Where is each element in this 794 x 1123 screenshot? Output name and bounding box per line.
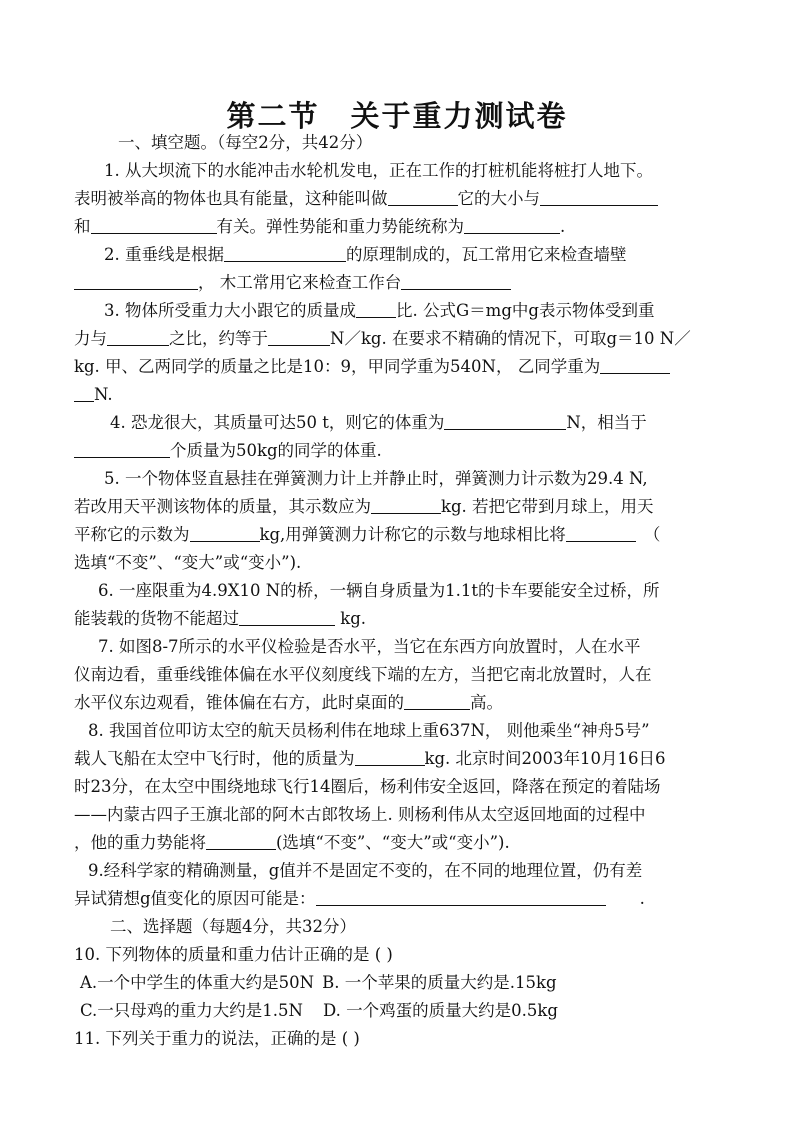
question-5-line-2: 若改用天平测该物体的质量，其示数应为 kg. 若把它带到月球上，用天 bbox=[74, 497, 654, 516]
question-5-line-1: 5. 一个物体竖直悬挂在弹簧测力计上并静止时，弹簧测力计示数为29.4 N, bbox=[104, 469, 648, 488]
question-3-line-1: 3. 物体所受重力大小跟它的质量成 比. 公式G＝mg中g表示物体受到重 bbox=[104, 301, 655, 320]
answer-blank[interactable] bbox=[540, 189, 658, 206]
question-4-line-1: 4. 恐龙很大，其质量可达50 t，则它的体重为 N，相当于 bbox=[110, 413, 647, 432]
answer-blank[interactable] bbox=[401, 273, 511, 290]
question-8-line-2: 载人飞船在太空中飞行时，他的质量为 kg. 北京时间2003年10月16日6 bbox=[74, 749, 666, 768]
question-9-line-2: 异试猜想g值变化的原因可能是： . bbox=[74, 889, 645, 908]
question-5-line-3: 平称它的示数为 kg,用弹簧测力计称它的示数与地球相比将 （ bbox=[74, 525, 661, 544]
question-10-options-row-2 bbox=[80, 1000, 740, 1022]
question-3-line-2: 力与 之比，约等于 N／kg. 在要求不精确的情况下，可取g＝10 N／ bbox=[74, 329, 691, 348]
answer-blank[interactable] bbox=[224, 245, 346, 262]
question-2-line-2: ， 木工常用它来检查工作台 bbox=[74, 272, 734, 294]
question-1-line-1: 1. 从大坝流下的水能冲击水轮机发电，正在工作的打桩机能将桩打人地下。 bbox=[104, 161, 653, 180]
question-10-stem: 10. 下列物体的质量和重力估计正确的是 ( ) bbox=[74, 945, 393, 964]
question-3-line-4: N. bbox=[74, 384, 734, 406]
option-d[interactable]: D. 一个鸡蛋的质量大约是0.5kg bbox=[322, 1001, 558, 1020]
answer-blank[interactable] bbox=[91, 217, 217, 234]
answer-blank[interactable] bbox=[388, 189, 458, 206]
answer-blank[interactable] bbox=[74, 385, 94, 402]
answer-blank[interactable] bbox=[371, 497, 441, 514]
answer-blank[interactable] bbox=[239, 609, 335, 626]
question-11-stem: 11. 下列关于重力的说法，正确的是 ( ) bbox=[74, 1029, 360, 1048]
answer-blank[interactable] bbox=[404, 693, 470, 710]
question-10-options-row-1 bbox=[80, 972, 740, 994]
question-4-line-2: 个质量为50kg的同学的体重. bbox=[74, 440, 734, 462]
question-7-line-3: 水平仪东边观看，锥体偏在右方，此时桌面的 高。 bbox=[74, 693, 503, 712]
question-2-line-1: 2. 重垂线是根据 的原理制成的，瓦工常用它来检查墙壁 bbox=[104, 245, 627, 264]
question-9-line-1: 9.经科学家的精确测量，g值并不是固定不变的，在不同的地理位置，仍有差 bbox=[88, 861, 643, 880]
question-8-line-5: ，他的重力势能将 (选填“不变”、“变大”或“变小”). bbox=[74, 833, 510, 852]
question-5-line-4: 选填“不变”、“变大”或“变小”). bbox=[74, 553, 302, 572]
answer-blank[interactable] bbox=[206, 833, 276, 850]
section-heading-fill-in: 一、填空题。（每空2分，共42分） bbox=[118, 133, 373, 152]
answer-blank[interactable] bbox=[107, 329, 169, 346]
question-7-line-1: 7. 如图8-7所示的水平仪检验是否水平，当它在东西方向放置时，人在水平 bbox=[98, 637, 641, 656]
answer-blank[interactable] bbox=[566, 525, 636, 542]
question-8-line-3: 时23分，在太空中围绕地球飞行14圈后，杨利伟安全返回，降落在预定的着陆场 bbox=[74, 777, 661, 796]
question-3-line-3: kg. 甲、乙两同学的质量之比是10：9，甲同学重为540N， 乙同学重为 bbox=[74, 356, 734, 378]
question-8-line-4: ——内蒙古四子王旗北部的阿木古郎牧场上. 则杨利伟从太空返回地面的过程中 bbox=[74, 805, 646, 824]
answer-blank[interactable] bbox=[356, 301, 396, 318]
question-8-line-1: 8. 我国首位叩访太空的航天员杨利伟在地球上重637N， 则他乘坐“神舟5号” bbox=[88, 721, 650, 740]
section-heading-choice: 二、选择题（每题4分，共32分） bbox=[110, 917, 356, 936]
answer-blank[interactable] bbox=[74, 273, 198, 290]
answer-blank[interactable] bbox=[268, 329, 330, 346]
option-b[interactable]: B. 一个苹果的质量大约是.15kg bbox=[322, 973, 557, 992]
answer-blank[interactable] bbox=[316, 889, 606, 906]
answer-blank[interactable] bbox=[444, 413, 566, 430]
answer-blank[interactable] bbox=[355, 749, 425, 766]
answer-blank[interactable] bbox=[190, 525, 260, 542]
question-6-line-1: 6. 一座限重为4.9X10 N的桥，一辆自身质量为1.1t的卡车要能安全过桥，所 bbox=[98, 581, 660, 600]
answer-blank[interactable] bbox=[464, 217, 560, 234]
answer-blank[interactable] bbox=[600, 357, 670, 374]
question-6-line-2: 能装载的货物不能超过 kg. bbox=[74, 609, 367, 628]
option-a[interactable]: A.一个中学生的体重大约是50N bbox=[80, 973, 315, 992]
question-7-line-2: 仪南边看，重垂线锥体偏在水平仪刻度线下端的左方，当把它南北放置时，人在 bbox=[74, 665, 652, 684]
answer-blank[interactable] bbox=[74, 441, 170, 458]
question-1-line-2: 表明被举高的物体也具有能量，这种能叫做 它的大小与 bbox=[74, 188, 734, 210]
question-1-line-3: 和 有关。弹性势能和重力势能统称为 . bbox=[74, 217, 566, 236]
option-c[interactable]: C.一只母鸡的重力大约是1.5N bbox=[80, 1001, 303, 1020]
page-title: 第二节 关于重力测试卷 bbox=[226, 99, 568, 133]
